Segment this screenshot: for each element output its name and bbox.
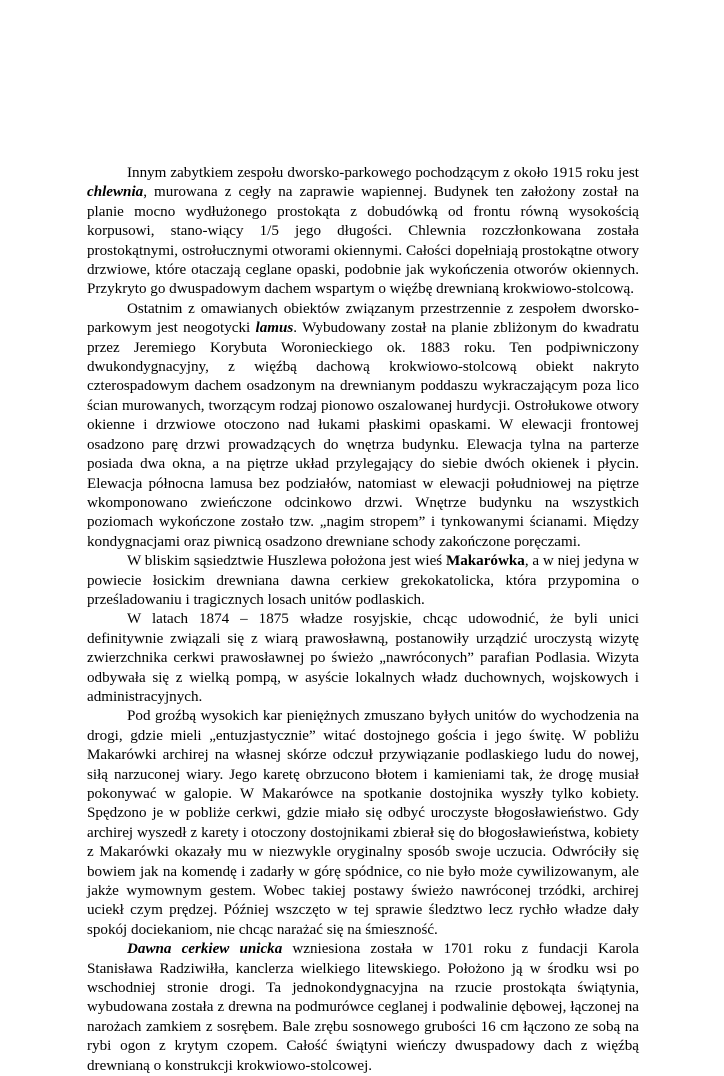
paragraph-text: Pod groźbą wysokich kar pieniężnych zmuszano byłych unitów do wychodzenia na drogi, gdzie mieli „entuzjastycznie” witać dostojnego gościa i jego świtę. W pobliżu Makarówki archirej na własnej skórze odczuł przywiązanie podlaskiego ludu do nowej, siłą narzuconej wiary. Jego karetę obrzucono błotem i kamieniami tak, że drogę musiał pokonywać w galopie. W Makarówce na spotkanie dostojnika wyszły tylko kobiety. Spędzono je w pobliże cerkwi, gdzie miało się odbyć uroczyste błogosławieństwo. Gdy archirej wyszedł z karety i otoczony dostojnikami zbierał się do błogosławieństwa, kobiety z Makarówki okazały mu w niezwykle oryginalny sposób swoje uczucia. Odwróciły się bowiem jak na komendę i zadarły w górę spódnice, co nie było może cywilizowanym, ale jakże wymownym gestem. Wobec takiej postawy świeżo nawróconej trzódki, archirej uciekł czym prędzej. Później wszczęto w tej sprawie śledztwo lecz rychło władze dały spokój dociekaniom, nie chcąc narażać się na śmieszność. <box>87 708 639 938</box>
paragraph-makarowka <box>87 552 639 610</box>
paragraph-text: Ostatnim z omawianych obiektów związanym przestrzennie z zespołem dworsko-parkowym jest neogotycki <box>87 300 639 337</box>
paragraph-lamus <box>87 300 639 552</box>
emphasis-cerkiew: Dawna cerkiew unicka <box>127 941 283 958</box>
paragraph-text: , murowana z cegły na zaprawie wapiennej. Budynek ten założony został na planie mocno wydłużonego prostokąta z dobudówką od frontu równą wysokością korpusowi, stano-wiący 1/5 jego długości. Chlewnia rozczłonkowana została prostokątnymi, ostrołucznymi otworami okiennymi. Całości dopełniają prostokątne otwory drzwiowe, które otaczają ceglane opaski, podobnie jak wykończenia otworów okiennych. Przykryto go dwuspadowym dachem wspartym o więźbę drewnianą krokwiowo-stolcową. <box>87 184 639 298</box>
paragraph-archirej <box>87 707 639 940</box>
paragraph-chlewnia <box>87 164 639 300</box>
paragraph-cerkiew <box>87 940 639 1076</box>
paragraph-text: W latach 1874 – 1875 władze rosyjskie, chcąc udowodnić, że byli unici definitywnie związali się z wiarą prawosławną, postanowiły urządzić uroczystą wizytę zwierzchnika cerkwi prawosławnej po świeżo „nawróconych” parafian Podlasia. Wizyta odbywała się z wielką pompą, w asyście lokalnych władz duchownych, wojskowych i administracyjnych. <box>87 611 639 705</box>
paragraph-text: wzniesiona została w 1701 roku z fundacji Karola Stanisława Radziwiłła, kanclerza wielkiego litewskiego. Położono ją w środku wsi po wschodniej stronie drogi. Ta jednokondygnacyjna na rzucie prostokąta świątynia, wybudowana została z drewna na podmurówce ceglanej i podwalinie dębowej, łączonej na narożach zamkiem z sosrębem. Bale zrębu sosnowego grubości 16 cm łączono ze sobą na rybi ogon z krytym czopem. Całość świątyni wieńczy dwuspadowy dach z więźbą drewnianą o konstrukcji krokwiowo-stolcowej. <box>87 941 640 1074</box>
paragraph-wizyta <box>87 610 639 707</box>
emphasis-lamus: lamus <box>255 320 294 337</box>
paragraph-text: Innym zabytkiem zespołu dworsko-parkowego pochodzącym z około 1915 roku jest <box>127 165 639 181</box>
paragraph-text: . Wybudowany został na planie zbliżonym do kwadratu przez Jeremiego Korybuta Woronieckiego ok. 1883 roku. Ten podpiwniczony dwukondygnacyjny, z więźbą dachową krokwiowo-stolcową obiekt nakryto czterospadowym dachem osadzonym na drewnianym poddaszu wykraczającym poza lico ścian murowanych, tworzącym rodzaj pionowo oszalowanej hurdycji. Ostrołukowe otwory okienne i drzwiowe otoczono nad łukami płaskimi opaskami. W elewacji frontowej osadzono parę drzwi prowadzących do wnętrza budynku. Elewacja tylna na parterze posiada dwa okna, a na piętrze układ przylegający do siebie dwóch okienek i płycin. Elewacja północna lamusa bez podziałów, natomiast w elewacji południowej na piętrze wkomponowano zwieńczone odcinkowo drzwi. Wnętrze budynku na wszystkich poziomach wykończone zostało tzw. „nagim stropem” i tynkowanymi ścianami. Między kondygnacjami oraz piwnicą osadzono drewniane schody zakończone poręczami. <box>87 320 639 550</box>
emphasis-makarowka: Makarówka <box>445 553 525 570</box>
emphasis-chlewnia: chlewnia <box>87 184 144 201</box>
paragraph-text: , a w niej jedyna w powiecie łosickim drewniana dawna cerkiew grekokatolicka, która przypomina o prześladowaniu i tragicznych losach unitów podlaskich. <box>87 553 640 608</box>
document-page <box>87 164 639 1076</box>
paragraph-text: W bliskim sąsiedztwie Huszlewa położona jest wieś <box>127 553 446 570</box>
